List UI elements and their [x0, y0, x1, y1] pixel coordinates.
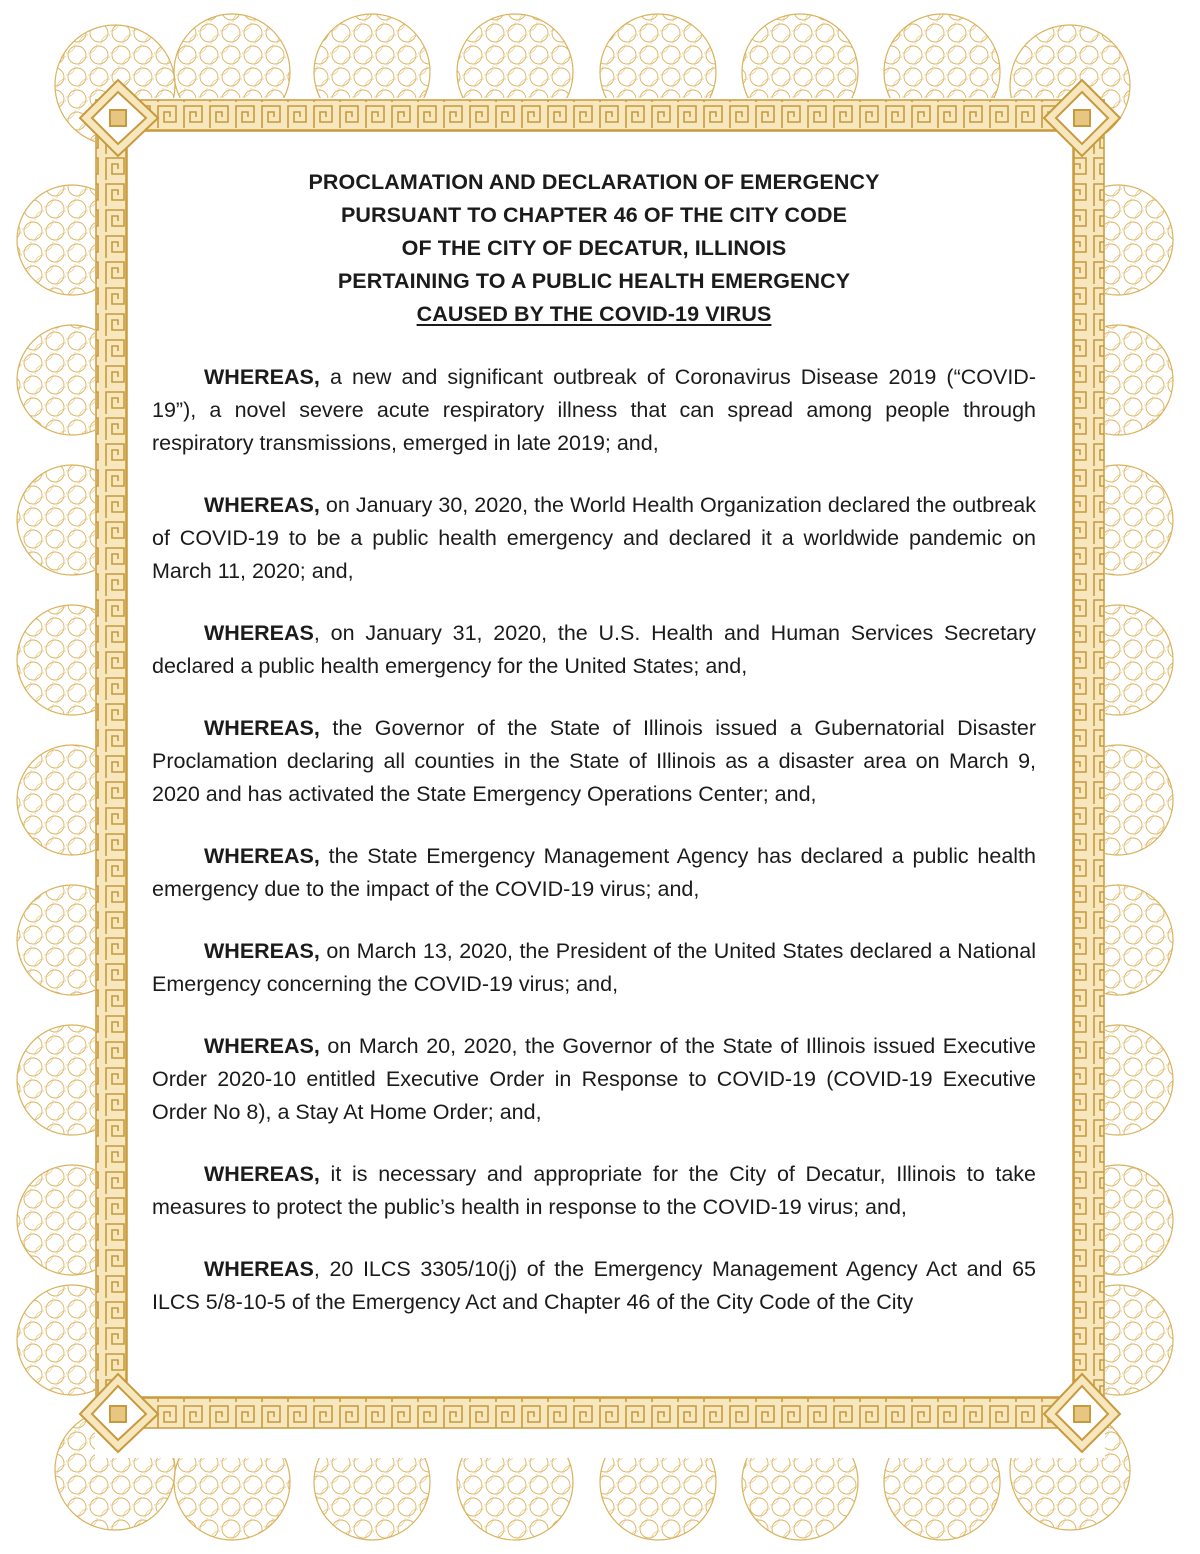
whereas-text: on January 30, 2020, the World Health Organization declared the outbreak of COVID-19 to be a public health emergency and declared it a worldwide pandemic on March 11, 2020; and,: [152, 493, 1036, 583]
whereas-text: , on January 31, 2020, the U.S. Health and Human Services Secretary declared a public health emergency for the United States; and,: [152, 621, 1036, 678]
whereas-paragraph: [152, 935, 1036, 1001]
whereas-text: a new and significant outbreak of Coronavirus Disease 2019 (“COVID-19”), a novel severe acute respiratory illness that can spread among people through respiratory transmissions, emerged in late 2019; and,: [152, 365, 1036, 455]
whereas-paragraph: [152, 1030, 1036, 1129]
title-line: PROCLAMATION AND DECLARATION OF EMERGENCY: [308, 170, 880, 194]
title-line-underlined: CAUSED BY THE COVID-19 VIRUS: [416, 302, 772, 326]
whereas-paragraph: [152, 1253, 1036, 1319]
whereas-paragraph: [152, 840, 1036, 906]
title-line: OF THE CITY OF DECATUR, ILLINOIS: [401, 236, 787, 260]
whereas-text: on March 20, 2020, the Governor of the State of Illinois issued Executive Order 2020-10 entitled Executive Order in Response to COVID-19 (COVID-19 Executive Order No 8), a Stay At Home Order; and,: [152, 1034, 1036, 1124]
whereas-text: the State Emergency Management Agency has declared a public health emergency due to the impact of the COVID-19 virus; and,: [152, 844, 1036, 901]
whereas-lead: WHEREAS,: [204, 1034, 320, 1058]
whereas-lead: WHEREAS,: [204, 493, 320, 517]
whereas-paragraph: [152, 489, 1036, 588]
title-line: PERTAINING TO A PUBLIC HEALTH EMERGENCY: [337, 269, 851, 293]
title-line: PURSUANT TO CHAPTER 46 OF THE CITY CODE: [340, 203, 848, 227]
proclamation-body: [152, 166, 1036, 1386]
whereas-text: , 20 ILCS 3305/10(j) of the Emergency Management Agency Act and 65 ILCS 5/8-10-5 of the Emergency Act and Chapter 46 of the City Code of the City: [152, 1257, 1036, 1314]
whereas-lead: WHEREAS: [204, 621, 314, 645]
whereas-paragraph: [152, 361, 1036, 460]
whereas-lead: WHEREAS,: [204, 1162, 320, 1186]
whereas-lead: WHEREAS,: [204, 365, 320, 389]
whereas-paragraph: [152, 617, 1036, 683]
whereas-paragraph: [152, 1158, 1036, 1224]
whereas-lead: WHEREAS,: [204, 939, 320, 963]
proclamation-title: [152, 166, 1036, 331]
whereas-text: on March 13, 2020, the President of the United States declared a National Emergency concerning the COVID-19 virus; and,: [152, 939, 1036, 996]
whereas-text: the Governor of the State of Illinois issued a Gubernatorial Disaster Proclamation declaring all counties in the State of Illinois as a disaster area on March 9, 2020 and has activated the State Emergency Operations Center; and,: [152, 716, 1036, 806]
whereas-lead: WHEREAS,: [204, 844, 320, 868]
whereas-paragraph: [152, 712, 1036, 811]
whereas-lead: WHEREAS: [204, 1257, 314, 1281]
whereas-text: it is necessary and appropriate for the City of Decatur, Illinois to take measures to protect the public’s health in response to the COVID-19 virus; and,: [152, 1162, 1036, 1219]
whereas-lead: WHEREAS,: [204, 716, 320, 740]
